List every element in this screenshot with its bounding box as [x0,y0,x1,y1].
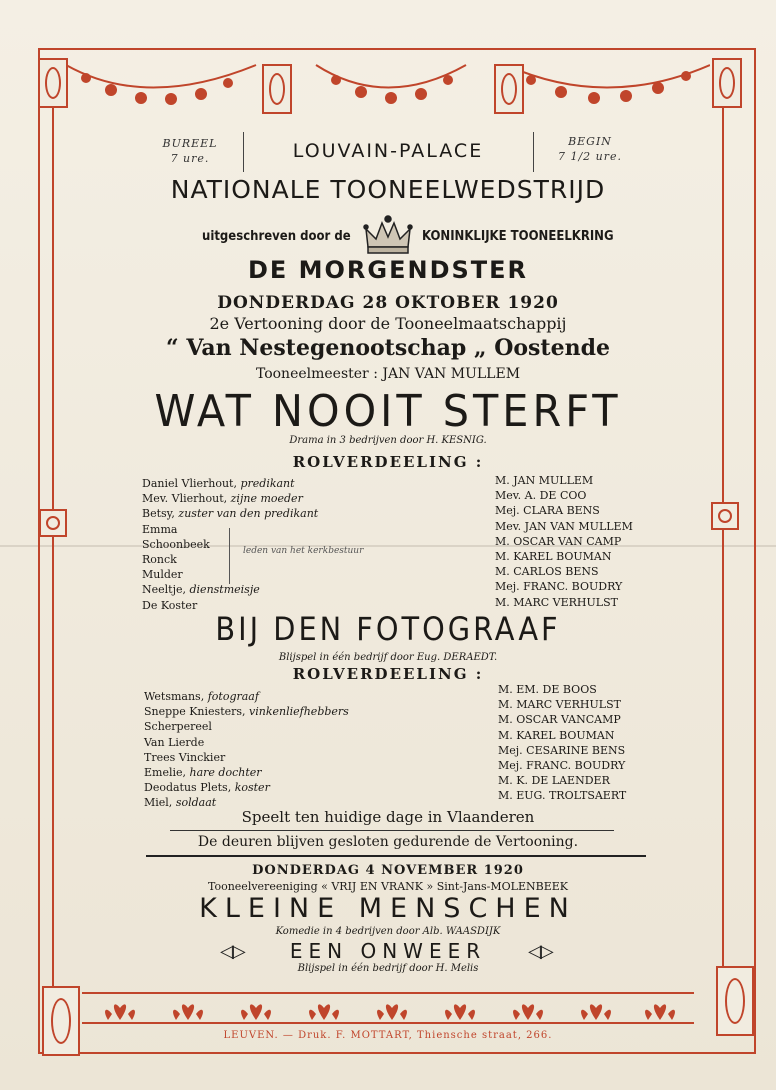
role-desc: fotograaf [207,690,259,703]
actor-name: M. OSCAR VANCAMP [498,713,621,727]
koninklijke-kring-text: KONINKLIJKE TOONEELKRING [422,229,614,244]
role-row [144,780,349,795]
role-name: Ronck [142,553,177,567]
begin-block [550,134,630,164]
role-name: Miel, [144,796,173,810]
divider-rule-heavy [146,855,646,857]
bureel-block [150,136,230,166]
role-name: Van Lierde [144,735,205,749]
header-divider-left [243,132,244,172]
side-ornament-left [39,509,67,537]
play-2-actors [498,682,626,804]
actor-name: M. KAREL BOUMAN [495,550,612,564]
role-name: Deodatus Plets, [144,781,232,795]
role-row [144,735,349,750]
actor-name: Mej. FRANC. BOUDRY [498,759,626,773]
play-2-subtitle: Blijspel in één bedrijf door Eug. DERAEDT. [278,652,498,663]
actor-name: M. EUG. TROLTSAERT [498,789,627,803]
role-desc: predikant [240,477,295,490]
role-name: Mulder [142,568,183,582]
arrow-ornament-left-icon: ◁▷ [220,941,244,962]
vereeniging-text: Tooneelvereeniging « VRIJ EN VRANK » Sint-Jans-MOLENBEEK [207,880,569,893]
role-row [142,476,318,491]
vertooning-text: 2e Vertooning door de Tooneelmaatschappij [209,314,567,333]
speelt-text: Speelt ten huidige dage in Vlaanderen [241,808,535,826]
actor-name: M. JAN MULLEM [495,474,594,487]
de-morgendster-title: DE MORGENDSTER [247,256,529,284]
role-row [144,689,349,704]
actor-name: Mev. A. DE COO [495,489,587,503]
role-row [142,506,318,521]
role-name: Trees Vinckier [144,750,226,764]
venue-title: LOUVAIN-PALACE [292,140,484,162]
role-desc: dienstmeisje [189,583,260,597]
actor-name: Mev. JAN VAN MULLEM [495,519,633,533]
garland-ornament-left [262,64,292,114]
play-1-actors [495,473,633,610]
rolverdeeling-heading-2: ROLVERDEELING : [292,665,484,683]
side-ornament-right [711,502,739,530]
role-row [142,582,318,597]
role-row [144,750,349,765]
corner-ornament-top-left [38,58,68,108]
play-2-roles [144,689,349,811]
kerkbestuur-label: leden van het kerkbestuur [243,546,364,556]
actor-name: Mej. FRANC. BOUDRY [495,580,623,594]
tulip-ornament-row [100,998,680,1024]
competition-title: NATIONALE TOONEELWEDSTRIJD [170,175,606,204]
uitgeschreven-text: uitgeschreven door de [202,229,351,244]
bottom-rule-upper [82,992,694,994]
tooneelmeester-text: Tooneelmeester : JAN VAN MULLEM [255,366,521,382]
role-name: Emma [142,522,178,536]
arrow-ornament-right-icon: ◁▷ [528,941,552,962]
play-4-title: EEN ONWEER [289,939,487,963]
company-name: “ Van Nestegenootschap „ Oostende [166,335,610,361]
role-name: Betsy, [142,507,175,521]
actor-name: M. EM. DE BOOS [498,683,597,696]
play-3-title: KLEINE MENSCHEN [199,893,577,924]
actor-name: M. K. DE LAENDER [498,774,610,788]
role-name: Schoonbeek [142,537,210,551]
kerkbestuur-brace [229,528,238,584]
garland-ornament-right [494,64,524,114]
actor-name: M. OSCAR VAN CAMP [495,534,622,548]
actor-name: M. CARLOS BENS [495,565,599,579]
bureel-label: BUREEL [162,137,218,150]
role-name: Emelie, [144,766,187,780]
role-name: Scherpereel [144,720,212,734]
deuren-notice: De deuren blijven gesloten gedurende de Vertooning. [197,834,579,850]
role-name: Sneppe Kniesters, [144,705,246,719]
play-1-title: WAT NOOIT STERFT [154,385,622,437]
role-desc: vinkenliefhebbers [249,705,349,719]
role-row [142,491,318,506]
role-desc: zijne moeder [230,492,303,506]
corner-ornament-bottom-right [716,966,754,1036]
play-2-title: BIJ DEN FOTOGRAAF [215,610,561,648]
begin-label: BEGIN [568,135,612,148]
play-3-subtitle: Komedie in 4 bedrijven door Alb. WAASDIJK [275,926,501,937]
role-desc: soldaat [175,796,217,810]
actor-name: Mej. CESARINE BENS [498,743,626,757]
rose-garland-ornament [66,50,710,120]
divider-rule [170,830,614,831]
role-row [144,719,349,734]
actor-name: M. MARC VERHULST [498,698,621,712]
actor-name: M. KAREL BOUMAN [498,728,615,742]
corner-ornament-top-right [712,58,742,108]
actor-name: Mej. CLARA BENS [495,504,600,518]
role-row [144,765,349,780]
role-name: Wetsmans, [144,690,205,703]
header-divider-right [533,132,534,172]
play-1-subtitle: Drama in 3 bedrijven door H. KESNIG. [289,435,487,446]
play-4-subtitle: Blijspel in één bedrijf door H. Melis [297,963,479,974]
role-row [144,704,349,719]
corner-ornament-bottom-left [42,986,80,1056]
role-name: Neeltje, [142,583,186,597]
role-desc: koster [234,781,270,795]
performance-date-2: DONDERDAG 4 NOVEMBER 1920 [252,863,524,878]
actor-name: M. MARC VERHULST [495,595,618,609]
printer-credit: LEUVEN. — Druk. F. MOTTART, Thiensche straat, 266. [223,1030,553,1041]
role-desc: zuster van den predikant [178,507,319,521]
role-name: Mev. Vlierhout, [142,492,228,506]
crown-icon [362,213,414,257]
role-name: De Koster [142,598,198,612]
rolverdeeling-heading-1: ROLVERDEELING : [292,453,484,471]
bureel-time: 7 ure. [170,152,210,165]
role-desc: hare dochter [189,766,262,780]
role-name: Daniel Vlierhout, [142,477,237,490]
performance-date-1: DONDERDAG 28 OKTOBER 1920 [217,293,559,313]
begin-time: 7 1/2 ure. [557,150,623,163]
